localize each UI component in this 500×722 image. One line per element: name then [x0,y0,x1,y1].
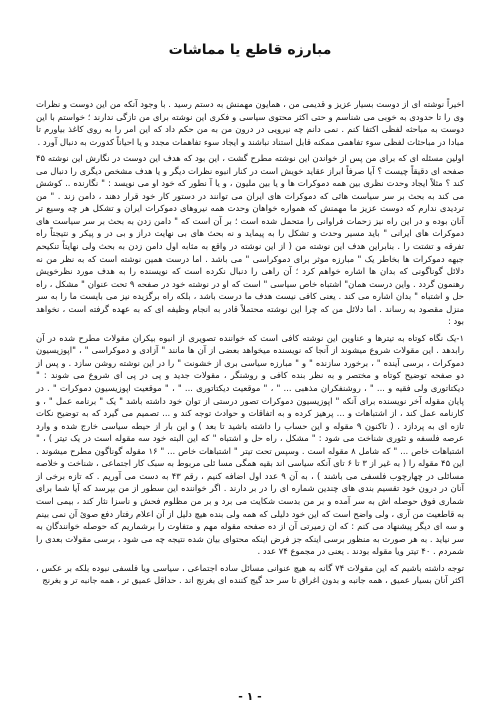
page-title: مبارزه قاطع یا مماشات [168,42,332,58]
body-paragraph: اولین مسئله ای که برای من پس از خواندن این نوشته مطرح گشت ، این بود که هدف این دوست در نگارش این نوشته ۴۵ صفحه ای دقیقاً چیست ؟ آیا صرفاً ابراز عقاید خویش است در کنار انبوه نظرات دیگر و یا هدف مشخص دیگری را دنبال می کند ؟ مثلاً ایجاد وحدت نظری بین همه دموکرات ها و یا بین ملیون ، و یا آ نطور که خود او می نویسد : " نگارنده .. کوشش می کند به بحث بر سر سیاست هائی که دموکرات های ایران می توانند در دستور کار خود قرار دهند ، دامن زند . " من تردیدی ندارم که دوست عزیز ما مهمنش که همواره خواهان وحدت همه نیروهای دموکرات ایران و تشکل هر چه وسیع تر آنان بوده و در این راه نیز زحمات فراوانی را متحمل شده است ؛ بر آن است که " دامن زدن به بحث بر سر سیاست های دموکرات های ایرانی " باید مسیر وحدت و تشکل را به پیماید و نه بحث های بی نهایت دراز و بی در و پیکر و نتیجتاً راه تفرقه و تشتت را . بنابراین هدف این نوشته من ( از این نوشته در واقع به مثابه اول دامن زدن به بحث ولی نهایتاً تنکیحم جبهه دموکرات ها بخاطر یک " مبارزه موثر برای دموکراسی " می باشد . اما درست همین نوشته است که به نظر من نه دلائل گوناگونی که بدان ها اشاره خواهم کرد ؛ آن راهی را دنبال نکرده است که نویسنده را به هدف مورد نظرخویش رهنمون گردد . واین درست همان" اشتباه خاص سیاسی " است که او در نوشته خود در صفحه ۹ تحت عنوان " مشکل ، راه حل و اشتباه " بدان اشاره می کند . یعنی کافی نیست هدف ما درست باشد ، بلکه راه برگزیده نیز می بایست ما را به سر منزل مقصود به رساند . اما دلائل من که چرا این نوشته محتملاً قادر به انجام وظیفه ای که به عهده گرفته است ، نخواهد بود : [36,153,464,327]
body-paragraph: توجه داشته باشیم که این مقولات ۷۴ گانه به هیچ عنوانی مسائل ساده اجتماعی ، سیاسی ویا فلسفی نبوده بلکه بر عکس ، اکثر آنان بسیار عمیق ، همه جانبه و بدون اغراق تا سر حد گیج کننده ای بغرنج اند . حداقل عمیق تر ، همه جانبه تر و بغرنج [36,562,464,586]
body-paragraph: ۱-یک نگاه کوتاه به تیترها و عناوین این نوشته کافی است که خواننده تصویری از انبوه بیکران مقولات مطرح شده در آن رابدهد . این مقولات شروع میشوند از آنجا که نویسنده میخواهد بعضی از آن ها مانند " آزادی و دموکراسی " ، "اپوزیسیون دموکرات ، برسی آینده " ، برخورد سازنده " و " مبارزه سیاسی بری از خشونت " را در این نوشته روشن سازد . و پس از دو صفحه توضیح کوتاه و مختصر و به نظر بنده کافی و روشنگر ، مقولات جدید و پی در پی ای شروع می شوند : " دیکتاتوری ولی فقیه و ... " ، روشنفکران مذهبی ... " ، " موقعیت دیکتاتوری ... " ، " موقعیت اپوزیسیون دموکرات " . در پایان مقوله آخر نویسنده برای آنکه " اپوزیسیون دموکرات تصور درستی از توان خود داشته باشد " یک " برنامه عمل " ، و کارنامه عمل کند ، از اشتباهات و ... پرهیز کرده و به اتفاقات و حوادث توجه کند و ... تصمیم می گیرد که به توضیح نکات تازه ای به پردازد . ( تاکنون ۹ مقوله و این حساب را داشته باشید تا بعد ) و این بار از حیطه سیاسی خارج شده و وارد عرصه فلسفه و تئوری شناخت می شود : " مشکل ، راه حل و اشتباه " که این البته خود سه مقوله است در یک تیتر ) ، " اشتباهات خاص ... " که شامل ۸ مقوله است . وسپس تحت تیتر " اشتباهات خاص ... " ۱۶ مقوله گوناگون مطرح میشوند . این ۴۵ مقوله را ( به غیر از ۳ تا ۶ تای آنکه سیاسی اند بقیه همگی مسا ئلی مربوط به سبک کار اجتماعی ، شناخت و خلاصه مسائلی در چهارچوب فلسفی می باشند ) ، به آن ۹ عدد اول اضافه کنیم ، رقم ۴۳ به دست می آوریم . که تازه برخی از آنان در درون خود تقسیم بندی های چندین شماره ای را در بر دارند . اگر خواننده این سطور از من بپرسد که آیا شما برای شماری فوق حوصله اش به سر آمده و بر من بدست شکایت می برد و بر من مظلوم فحش و ناسزا نثار کند ، بیمی است به قاطعیت من آری ، ولی واضح است که این خود دلیلی که همه ولی بنده هیچ دلیل از آن اعلام رفتار دفع صوئ آن نمی بینم و سه ای دیگر پیشنهاد می کنم : که ان زمیرتی آن از ده صفحه مقوله مهم و متفاوت را برشماریم که حوصله خوانندگان به سر نیاید . به هر صورت به منظور برسی اینکه جز فرض اینکه محتوای بیان شده نتیجه چه می شود ، برسی مقولات بعدی را شمردم . ۴۰ تیتر ویا مقوله بودند . یعنی در مجموع ۷۴ عدد . [36,332,464,557]
document-body [36,98,464,587]
page-number: - ۱ - [238,690,262,703]
intro-paragraph: اخیراً نوشته ای از دوست بسیار عزیز و قدیمی من ، همایون مهمنش به دستم رسید . با وجود آنکه من این دوست و نظرات وی را تا حدودی به خوبی می شناسم و حتی اکثر محتوی سیاسی و فکری این نوشته برای من تازگی ندارند ؛ خواستم با این دوست به مباحثه لفظی اکتفا کنم . نمی دانم چه نیرویی در درون من به من حکم داد که این امر را به روی کاغذ بیاورم تا مبادا در مباحثات لفظی سوء تفاهمی ممکنه قابل استناد نباشند و ایجاد سوء تفاهمات مجدد و یا احیاناً کدورت به دنبال آورد . [36,99,464,147]
